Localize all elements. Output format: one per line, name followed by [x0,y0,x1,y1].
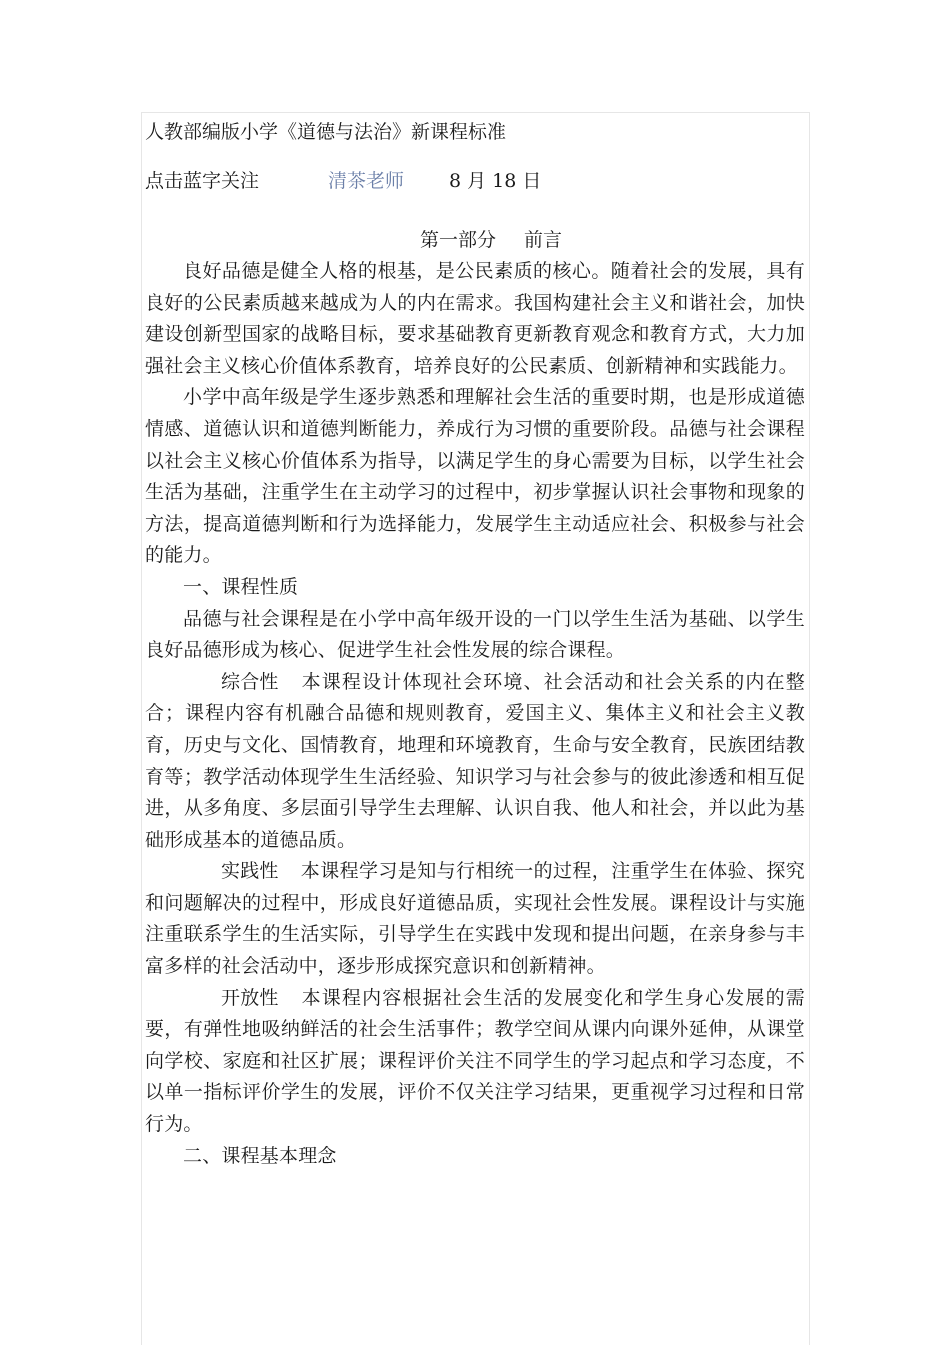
section-name: 前言 [524,229,563,251]
term-label: 综合性 [221,670,279,693]
paragraph-practical [145,856,805,982]
author-link[interactable]: 清茶老师 [328,170,405,192]
subheading-basic-concepts: 二、课程基本理念 [183,1144,337,1167]
term-label: 开放性 [221,986,279,1009]
paragraph-text: 本课程内容根据社会生活的发展变化和学生身心发展的需要，有弹性地吸纳鲜活的社会生活事件；教学空间从课内向课外延伸，从课堂向学校、家庭和社区扩展；课程评价关注不同学生的学习起点和学习态度，不以单一指标评价学生的发展，评价不仅关注学习结果，更重视学习过程和日常行为。 [145,986,805,1136]
paragraph-text: 本课程设计体现社会环境、社会活动和社会关系的内在整合；课程内容有机融合品德和规则教育，爱国主义、集体主义和社会主义教育，历史与文化、国情教育，地理和环境教育，生命与安全教育，民族团结教育等；教学活动体现学生生活经验、知识学习与社会参与的彼此渗透和相互促进，从多角度、多层面引导学生去理解、认识自我、他人和社会，并以此为基础形成基本的道德品质。 [145,670,805,851]
paragraph-text: 本课程学习是知与行相统一的过程，注重学生在体验、探究和问题解决的过程中，形成良好道德品质，实现社会性发展。课程设计与实施注重联系学生的生活实际，引导学生在实践中发现和提出问题，在亲身参与丰富多样的社会活动中，逐步形成探究意识和创新精神。 [145,860,805,978]
publish-date: 8 月 18 日 [449,170,542,192]
document-title: 人教部编版小学《道德与法治》新课程标准 [145,121,507,143]
section-heading [141,226,841,254]
paragraph-comprehensive [145,667,805,857]
article-meta [145,167,541,195]
section-part: 第一部分 [419,229,496,251]
follow-prompt[interactable]: 点击蓝字关注 [145,170,260,192]
document-body [145,256,805,1172]
paragraph: 良好品德是健全人格的根基，是公民素质的核心。随着社会的发展，具有良好的公民素质越来越成为人的内在需求。我国构建社会主义和谐社会，加快建设创新型国家的战略目标，要求基础教育更新教育观念和教育方式，大力加强社会主义核心价值体系教育，培养良好的公民素质、创新精神和实践能力。 [145,260,805,377]
term-label: 实践性 [221,860,279,883]
paragraph: 小学中高年级是学生逐步熟悉和理解社会生活的重要时期，也是形成道德情感、道德认识和道德判断能力，养成行为习惯的重要阶段。品德与社会课程以社会主义核心价值体系为指导，以满足学生的身心需要为目标，以学生社会生活为基础，注重学生在主动学习的过程中，初步掌握认识社会事物和现象的方法，提高道德判断和行为选择能力，发展学生主动适应社会、积极参与社会的能力。 [145,386,805,567]
paragraph: 品德与社会课程是在小学中高年级开设的一门以学生生活为基础、以学生良好品德形成为核心、促进学生社会性发展的综合课程。 [145,607,805,662]
paragraph-open [145,983,805,1141]
subheading-course-nature: 一、课程性质 [183,575,299,598]
